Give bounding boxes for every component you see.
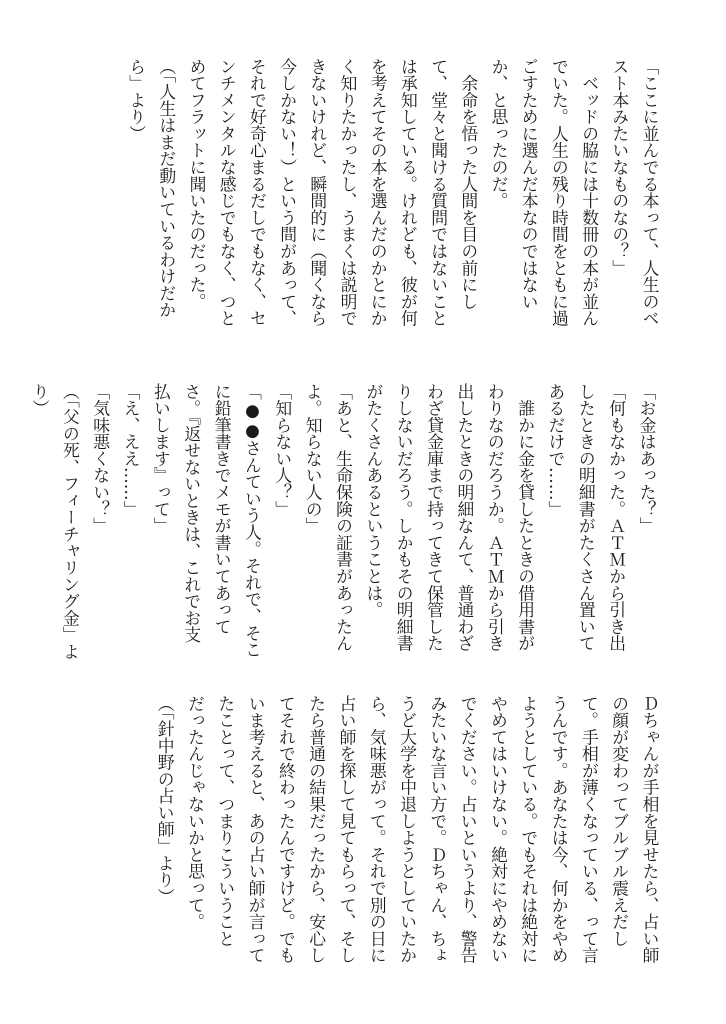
text-column: （「父の死、フィーチャリング金」よ <box>60 383 81 661</box>
text-column: でいた。人生の残り時間をともに過 <box>549 58 570 327</box>
text-column: 「気味悪くない？」 <box>90 383 111 535</box>
text-column: わざ貸金庫まで持ってきて保管した <box>424 383 445 652</box>
text-column: いま考えると、あの占い師が言って <box>246 695 267 964</box>
text-column: 占い師を探して見てもらって、そし <box>337 695 357 964</box>
text-column: したときの明細書がたくさん置いて <box>576 383 597 652</box>
text-column: ら」より） <box>126 58 147 142</box>
text-column: みたいな言い方で。Ｄちゃん、ちょ <box>427 695 448 964</box>
text-column: く知りたかったし、うまくは説明で <box>338 58 358 327</box>
text-column: たら普通の結果だったから、安心し <box>306 695 327 964</box>
text-column: たことって、つまりこういうこと <box>215 695 236 947</box>
text-column: 「ここに並んでる本って、人生のベ <box>640 58 660 327</box>
text-column: だったんじゃないかと思って。 <box>185 695 206 931</box>
text-column: Ｄちゃんが手相を見せたら、占い師 <box>640 695 660 964</box>
text-column: 今しかない！）という間があって、 <box>277 58 298 327</box>
text-column: ごすために選んだ本なのではない <box>519 58 540 310</box>
text-column: 出したときの明細なんて、普通わざ <box>454 383 475 652</box>
text-column: に鉛筆書きでメモが書いてあって <box>212 383 233 635</box>
text-column: てそれで終わったんですけど。でも <box>276 695 297 964</box>
text-column: 「●●さんていう人。それで、そこ <box>242 383 263 659</box>
text-column: 「お金はあった？」 <box>637 383 657 535</box>
text-column: 「知らない人？」 <box>272 383 293 518</box>
text-column: て。手相が薄くなっている、って言 <box>579 695 600 964</box>
text-column: あるだけで……」 <box>545 383 566 518</box>
text-column: 誰かに金を貸したときの借用書が <box>515 383 536 652</box>
text-column: （「針中野の占い師」より） <box>155 695 176 905</box>
text-column: （「人生はまだ動いているわけだか <box>156 58 177 319</box>
text-column: り） <box>30 383 50 417</box>
text-column: ンチメンタルな感じでもなく、つと <box>217 58 238 327</box>
text-column: めてフラットに聞いたのだった。 <box>187 58 207 310</box>
text-column: は承知している。けれども、彼が何 <box>398 58 419 327</box>
text-column: か、と思ったのだ。 <box>489 58 509 210</box>
text-column: よ。知らない人の」 <box>303 383 324 535</box>
text-column: 払いします』って」 <box>151 383 172 535</box>
text-column: 「何もなかった。ＡＴＭから引き出 <box>606 383 627 652</box>
text-column: ベッドの脇には十数冊の本が並ん <box>579 58 600 327</box>
text-column: ら、気味悪がって。それで別の日に <box>367 695 388 964</box>
text-column: ようとしている。でもそれは絶対に <box>518 695 539 964</box>
text-column: りしないだろう。しかもその明細書 <box>394 383 415 652</box>
text-column: それで好奇心まるだしでもなく、セ <box>247 58 268 327</box>
text-column: さ。『返せないときは、これでお支 <box>181 383 202 644</box>
text-column: わりなのだろうか。ＡＴＭから引き <box>485 383 506 652</box>
text-column: 「え、ええ……」 <box>121 383 142 518</box>
text-column: を考えてその本を選んだのかとにか <box>368 58 389 327</box>
text-column: でください。占いというより、警告 <box>458 695 479 964</box>
text-column: うど大学を中退しようとしていたか <box>397 695 418 964</box>
text-column: スト本みたいなものなの？」 <box>609 58 630 277</box>
text-column: 「あと、生命保険の証書があったん <box>333 383 354 652</box>
text-column: うんです。あなたは今、何かをやめ <box>549 695 570 964</box>
text-column: きないけれど、瞬間的に（聞くなら <box>307 58 328 327</box>
text-column: がたくさんあるということは。 <box>363 383 384 619</box>
text-column: の顔が変わってブルブル震えだし <box>609 695 630 947</box>
text-column: て、堂々と聞ける質問ではないこと <box>428 58 449 327</box>
text-column: やめてはいけない。絶対にやめない <box>488 695 509 964</box>
text-column: 余命を悟った人間を目の前にし <box>458 58 479 310</box>
